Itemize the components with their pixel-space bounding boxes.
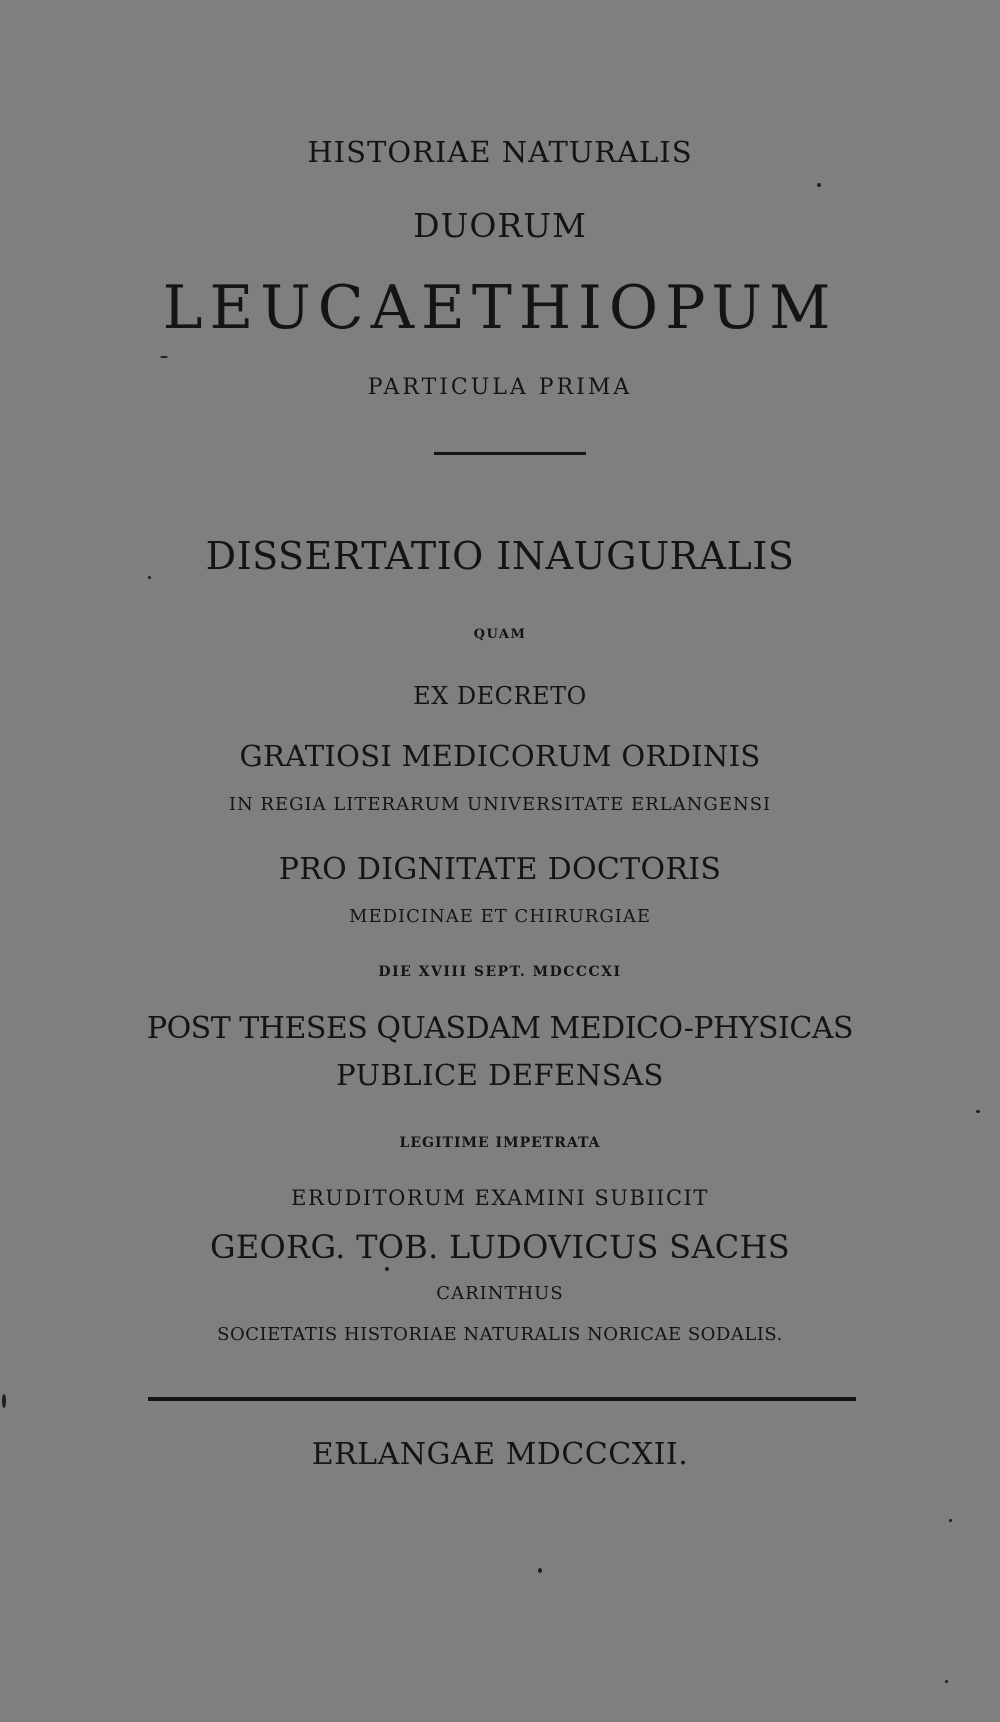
text-pro-dignitate: PRO DIGNITATE DOCTORIS	[278, 852, 722, 887]
text-publice-defensas: PUBLICE DEFENSAS	[336, 1058, 664, 1092]
text-legitime-impetrata: LEGITIME IMPETRATA	[399, 1135, 601, 1151]
scan-speck	[949, 1519, 952, 1522]
scan-speck	[945, 1680, 948, 1683]
scan-speck	[817, 183, 821, 187]
long-divider-rule	[148, 1397, 856, 1401]
text-quam: QUAM	[473, 627, 527, 642]
scan-speck	[538, 1568, 542, 1573]
text-medicinae-chirurgiae: MEDICINAE ET CHIRURGIAE	[349, 906, 651, 927]
title-line-historiae-naturalis: HISTORIAE NATURALIS	[307, 135, 693, 169]
text-eruditorum-examini: ERUDITORUM EXAMINI SUBIICIT	[291, 1186, 709, 1210]
short-divider-rule	[434, 452, 586, 455]
dissertation-heading: DISSERTATIO INAUGURALIS	[205, 534, 795, 578]
scan-speck	[160, 356, 168, 358]
subtitle-particula-prima: PARTICULA PRIMA	[367, 375, 633, 400]
author-name: GEORG. TOB. LUDOVICUS SACHS	[210, 1228, 790, 1266]
main-title: LEUCAETHIOPUM	[162, 273, 838, 343]
scan-speck	[976, 1110, 980, 1113]
scan-speck	[148, 576, 151, 579]
author-society: SOCIETATIS HISTORIAE NATURALIS NORICAE SODALIS.	[217, 1324, 783, 1345]
text-post-theses: POST THESES QUASDAM MEDICO-PHYSICAS	[146, 1011, 854, 1046]
text-in-regia-universitate: IN REGIA LITERARUM UNIVERSITATE ERLANGENSI	[228, 794, 772, 815]
text-ex-decreto: EX DECRETO	[413, 682, 587, 710]
scan-speck	[2, 1394, 6, 1408]
author-origin: CARINTHUS	[436, 1283, 564, 1304]
imprint: ERLANGAE MDCCCXII.	[311, 1437, 689, 1472]
text-gratiosi-medicorum: GRATIOSI MEDICORUM ORDINIS	[239, 739, 761, 773]
text-date: DIE XVIII SEPT. MDCCCXI	[378, 964, 622, 980]
title-line-duorum: DUORUM	[413, 206, 587, 245]
scan-speck	[385, 1267, 389, 1271]
